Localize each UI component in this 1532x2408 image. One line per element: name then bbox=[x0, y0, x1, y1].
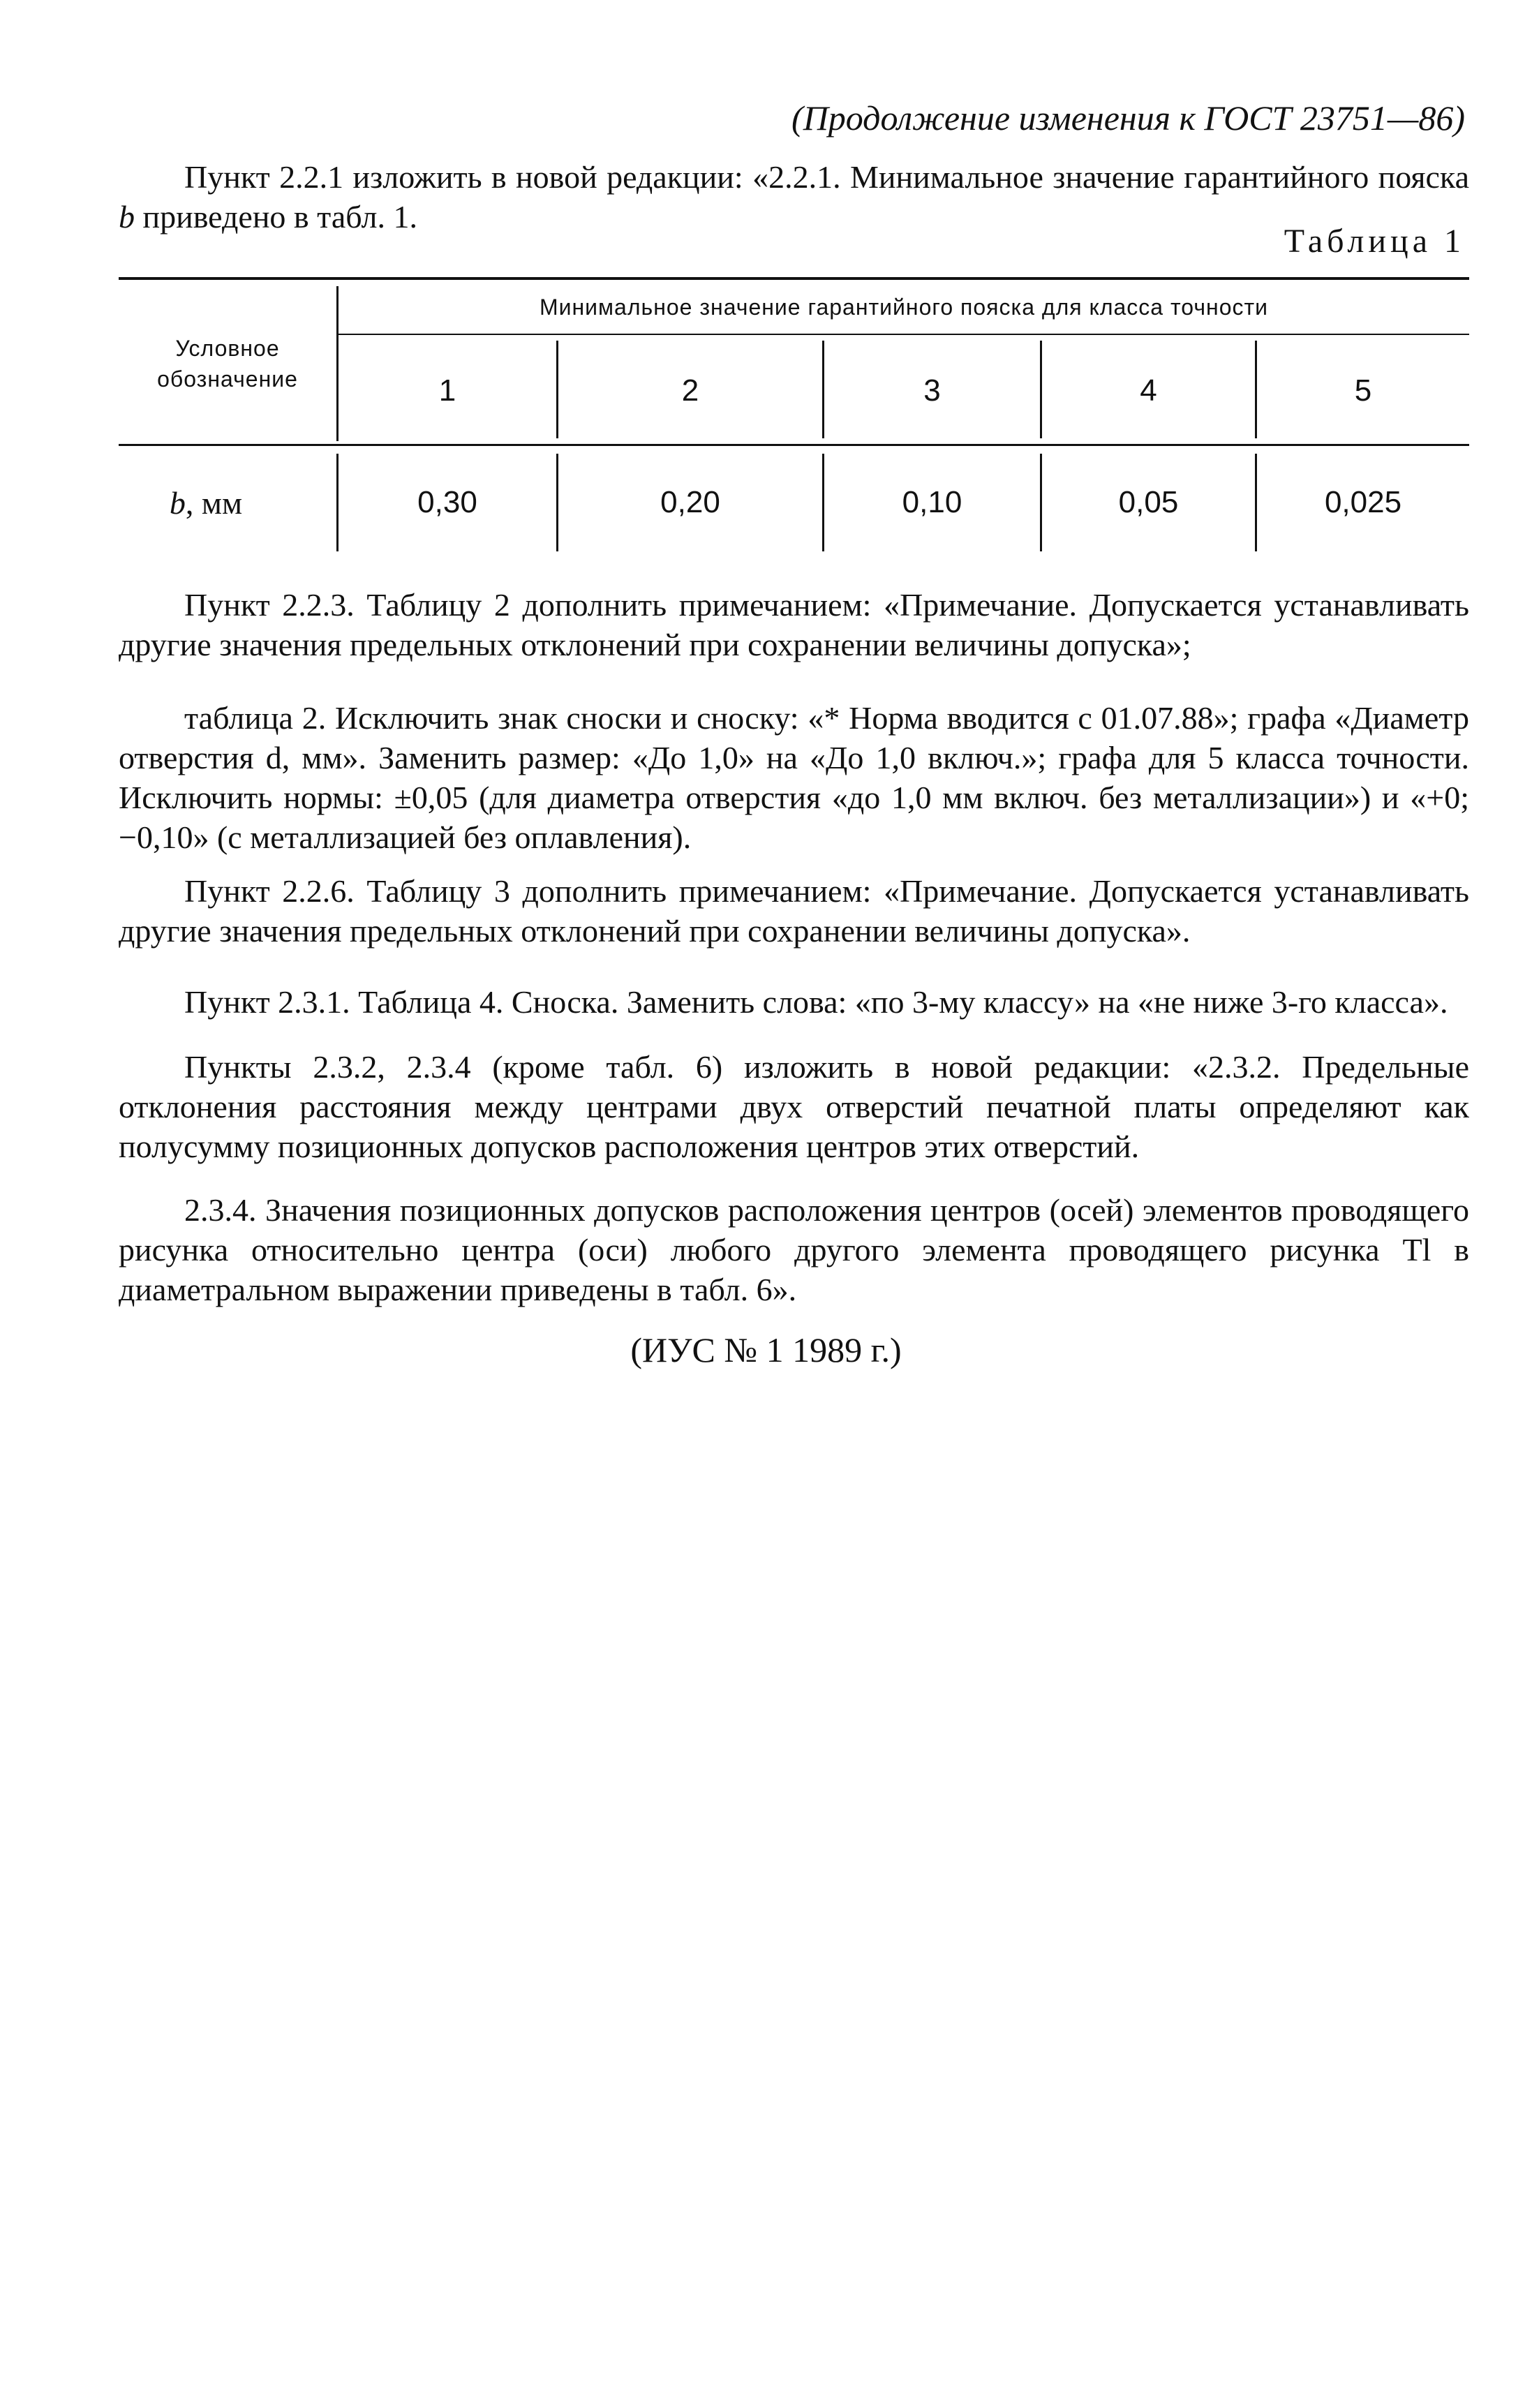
source-footer: (ИУС № 1 1989 г.) bbox=[630, 1330, 902, 1369]
paragraph-2-3-2 bbox=[119, 1047, 1469, 1166]
paragraph-text: Пункт 2.2.3. Таблицу 2 дополнить примечанием: «Примечание. Допускается устанавливать другие значения предельных отклонений при сохранении величины допуска»; bbox=[119, 587, 1469, 662]
value-class-1: 0,30 bbox=[417, 485, 477, 519]
table-caption: Таблица 1 bbox=[1284, 223, 1465, 260]
paragraph-text-end: приведено в табл. 1. bbox=[135, 199, 417, 235]
paragraph-table-2 bbox=[119, 698, 1469, 857]
paragraph-text: Пункт 2.2.6. Таблицу 3 дополнить примечанием: «Примечание. Допускается устанавливать другие значения предельных отклонений при сохранении величины допуска». bbox=[119, 873, 1469, 949]
class-header-1: 1 bbox=[438, 373, 456, 408]
paragraph-text: Пункт 2.3.1. Таблица 4. Сноска. Заменить слова: «по 3-му классу» на «не ниже 3-го класса». bbox=[184, 984, 1448, 1020]
paragraph-text: Пункт 2.2.1 изложить в новой редакции: «2.2.1. Минимальное значение гарантийного пояска bbox=[184, 159, 1469, 195]
paragraph-2-3-1 bbox=[119, 982, 1469, 1022]
class-header-4: 4 bbox=[1140, 373, 1157, 408]
row-header-cell: Условное обозначение bbox=[157, 336, 298, 392]
value-class-4: 0,05 bbox=[1118, 485, 1179, 519]
row-unit: , мм bbox=[185, 484, 243, 521]
class-header-5: 5 bbox=[1354, 373, 1372, 408]
paragraph-2-2-3 bbox=[119, 585, 1469, 664]
value-class-5: 0,025 bbox=[1324, 485, 1402, 519]
table-header-rule bbox=[119, 444, 1469, 446]
row-variable: b bbox=[169, 484, 186, 521]
value-class-3: 0,10 bbox=[902, 485, 962, 519]
table-top-rule bbox=[119, 277, 1469, 280]
paragraph-2-2-6 bbox=[119, 871, 1469, 951]
class-header-2: 2 bbox=[681, 373, 699, 408]
group-header-rule bbox=[339, 334, 1469, 335]
paragraph-text: Пункты 2.3.2, 2.3.4 (кроме табл. 6) изложить в новой редакции: «2.3.2. Предельные отклонения расстояния между центрами двух отверстий печатной платы определяют как полусумму позиционных допусков расположения центров этих отверстий. bbox=[119, 1049, 1469, 1164]
group-header-cell: Минимальное значение гарантийного пояска для класса точности bbox=[539, 294, 1269, 320]
variable-b: b bbox=[119, 199, 135, 235]
row-label-cell bbox=[119, 454, 293, 551]
paragraph-text: таблица 2. Исключить знак сноски и сноску: «* Норма вводится с 01.07.88»; графа «Диаметр отверстия d, мм». Заменить размер: «До 1,0» на «До 1,0 включ.»; графа для 5 класса точности. Исключить нормы: ±0,05 (для диаметра отверстия «до 1,0 мм включ. без металлизации») и «+0; −0,10» (с металлизацией без оплавления). bbox=[119, 700, 1469, 855]
paragraph-2-2-1 bbox=[119, 157, 1469, 237]
page-header: (Продолжение изменения к ГОСТ 23751—86) bbox=[791, 98, 1465, 138]
paragraph-2-3-4 bbox=[119, 1190, 1469, 1309]
paragraph-text: 2.3.4. Значения позиционных допусков расположения центров (осей) элементов проводящего рисунка относительно центра (оси) любого другого элемента проводящего рисунка Tl в диаметральном выражении приведены в табл. 6». bbox=[119, 1192, 1469, 1307]
value-class-2: 0,20 bbox=[660, 485, 720, 519]
class-header-3: 3 bbox=[923, 373, 941, 408]
